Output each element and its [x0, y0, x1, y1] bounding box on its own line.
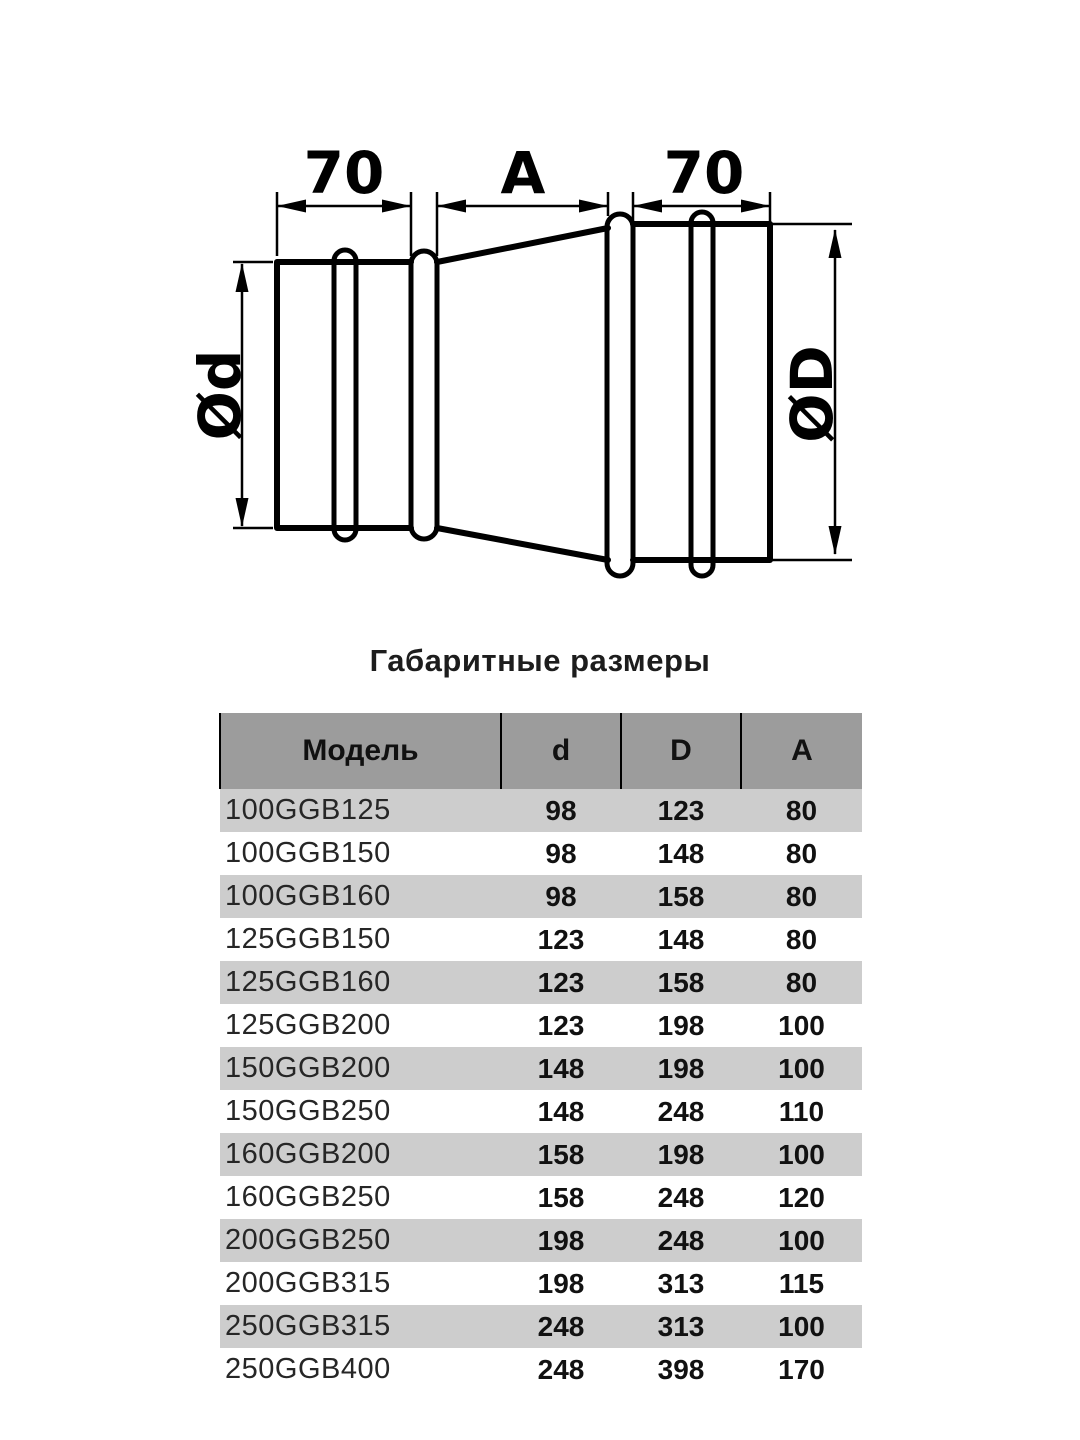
- dimensions-table-header: [220, 713, 862, 789]
- d-value-cell: 148: [537, 1095, 585, 1127]
- table-row: [220, 1219, 862, 1262]
- model-cell: 250GGB315: [225, 1310, 391, 1342]
- A-value-cell: 100: [778, 1224, 825, 1256]
- small-diameter-label: Ød: [186, 349, 254, 441]
- table-row: [220, 789, 862, 832]
- model-cell: 150GGB200: [225, 1052, 391, 1084]
- table-row: [220, 918, 862, 961]
- model-cell: 250GGB400: [225, 1353, 391, 1385]
- A-value-cell: 80: [785, 923, 818, 955]
- model-cell: 125GGB200: [225, 1009, 391, 1041]
- model-cell: 200GGB315: [225, 1267, 391, 1299]
- cone-bottom-edge: [437, 528, 608, 560]
- header-row: [220, 713, 862, 789]
- table-row: [220, 875, 862, 918]
- A-value-cell: 80: [785, 880, 818, 912]
- D-value-cell: 398: [657, 1353, 705, 1385]
- d-value-cell: 123: [537, 1009, 585, 1041]
- dimension-arrows: [236, 200, 842, 556]
- table-title: Габаритные размеры: [369, 643, 711, 678]
- A-value-cell: 170: [778, 1353, 825, 1385]
- table-body: [220, 789, 862, 1391]
- large-duct-bead: [691, 212, 713, 576]
- arrow-right-70-start: [633, 200, 662, 213]
- column-header-D: D: [621, 713, 741, 789]
- table-row: [220, 961, 862, 1004]
- column-header-A: A: [741, 713, 862, 789]
- arrow-large-diameter-top: [829, 229, 842, 258]
- arrow-large-diameter-bottom: [829, 526, 842, 555]
- D-value-cell: 248: [657, 1181, 705, 1213]
- small-duct-outline: [277, 262, 411, 528]
- A-value-cell: 100: [778, 1138, 825, 1170]
- reducer-technical-drawing: [0, 0, 1080, 640]
- d-value-cell: 158: [537, 1181, 585, 1213]
- table-row: [220, 1305, 862, 1348]
- column-header-d: d: [501, 713, 621, 789]
- A-value-cell: 100: [778, 1009, 825, 1041]
- table-row: [220, 1176, 862, 1219]
- large-diameter-label: ØD: [778, 345, 846, 443]
- D-value-cell: 148: [657, 837, 705, 869]
- model-cell: 160GGB250: [225, 1181, 391, 1213]
- D-value-cell: 248: [657, 1095, 705, 1127]
- D-value-cell: 148: [657, 923, 705, 955]
- model-cell: 100GGB150: [225, 837, 391, 869]
- D-value-cell: 313: [657, 1310, 705, 1342]
- D-value-cell: 313: [657, 1267, 705, 1299]
- D-value-cell: 123: [657, 794, 705, 826]
- extension-lines: [233, 192, 852, 560]
- D-value-cell: 158: [657, 966, 705, 998]
- small-duct-bead: [334, 250, 356, 540]
- d-value-cell: 98: [545, 880, 577, 912]
- d-value-cell: 158: [537, 1138, 585, 1170]
- arrow-small-diameter-bottom: [236, 498, 249, 527]
- model-cell: 160GGB200: [225, 1138, 391, 1170]
- arrow-left-70-start: [277, 200, 306, 213]
- dim-right-70-label: 70: [663, 139, 745, 207]
- d-value-cell: 98: [545, 794, 577, 826]
- dim-left-70-label: 70: [303, 139, 385, 207]
- table-row: [220, 1047, 862, 1090]
- d-value-cell: 198: [537, 1224, 585, 1256]
- large-duct-outline: [633, 224, 770, 560]
- column-header-model: Модель: [220, 713, 501, 789]
- arrow-a-end: [579, 200, 608, 213]
- d-value-cell: 248: [537, 1310, 585, 1342]
- inlet-joint-bead: [411, 251, 437, 539]
- D-value-cell: 198: [657, 1052, 705, 1084]
- table-row: [220, 1004, 862, 1047]
- dim-a-label: A: [500, 139, 546, 207]
- dimension-lines: [242, 206, 835, 554]
- reducer-body: [277, 212, 770, 576]
- table-row: [220, 1133, 862, 1176]
- A-value-cell: 110: [778, 1095, 825, 1127]
- table-row: [220, 1090, 862, 1133]
- dimension-labels: [186, 139, 846, 443]
- d-value-cell: 123: [537, 966, 585, 998]
- A-value-cell: 120: [778, 1181, 825, 1213]
- D-value-cell: 158: [657, 880, 705, 912]
- A-value-cell: 80: [785, 837, 818, 869]
- model-cell: 100GGB160: [225, 880, 391, 912]
- model-cell: 200GGB250: [225, 1224, 391, 1256]
- d-value-cell: 198: [537, 1267, 585, 1299]
- D-value-cell: 248: [657, 1224, 705, 1256]
- table-row: [220, 832, 862, 875]
- table-row: [220, 1262, 862, 1305]
- outlet-joint-bead: [607, 214, 633, 576]
- table-row: [220, 1348, 862, 1391]
- arrow-left-70-end: [382, 200, 411, 213]
- cone-top-edge: [437, 228, 608, 262]
- dimensions-table: [219, 713, 862, 1391]
- D-value-cell: 198: [657, 1138, 705, 1170]
- arrow-right-70-end: [741, 200, 770, 213]
- A-value-cell: 115: [778, 1267, 825, 1299]
- model-cell: 125GGB160: [225, 966, 391, 998]
- d-value-cell: 98: [545, 837, 577, 869]
- A-value-cell: 100: [778, 1310, 825, 1342]
- D-value-cell: 198: [657, 1009, 705, 1041]
- A-value-cell: 80: [785, 794, 818, 826]
- A-value-cell: 100: [778, 1052, 825, 1084]
- model-cell: 125GGB150: [225, 923, 391, 955]
- d-value-cell: 248: [537, 1353, 585, 1385]
- model-cell: 100GGB125: [225, 794, 391, 826]
- arrow-small-diameter-top: [236, 263, 249, 292]
- arrow-a-start: [437, 200, 466, 213]
- d-value-cell: 148: [537, 1052, 585, 1084]
- A-value-cell: 80: [785, 966, 818, 998]
- d-value-cell: 123: [537, 923, 585, 955]
- model-cell: 150GGB250: [225, 1095, 391, 1127]
